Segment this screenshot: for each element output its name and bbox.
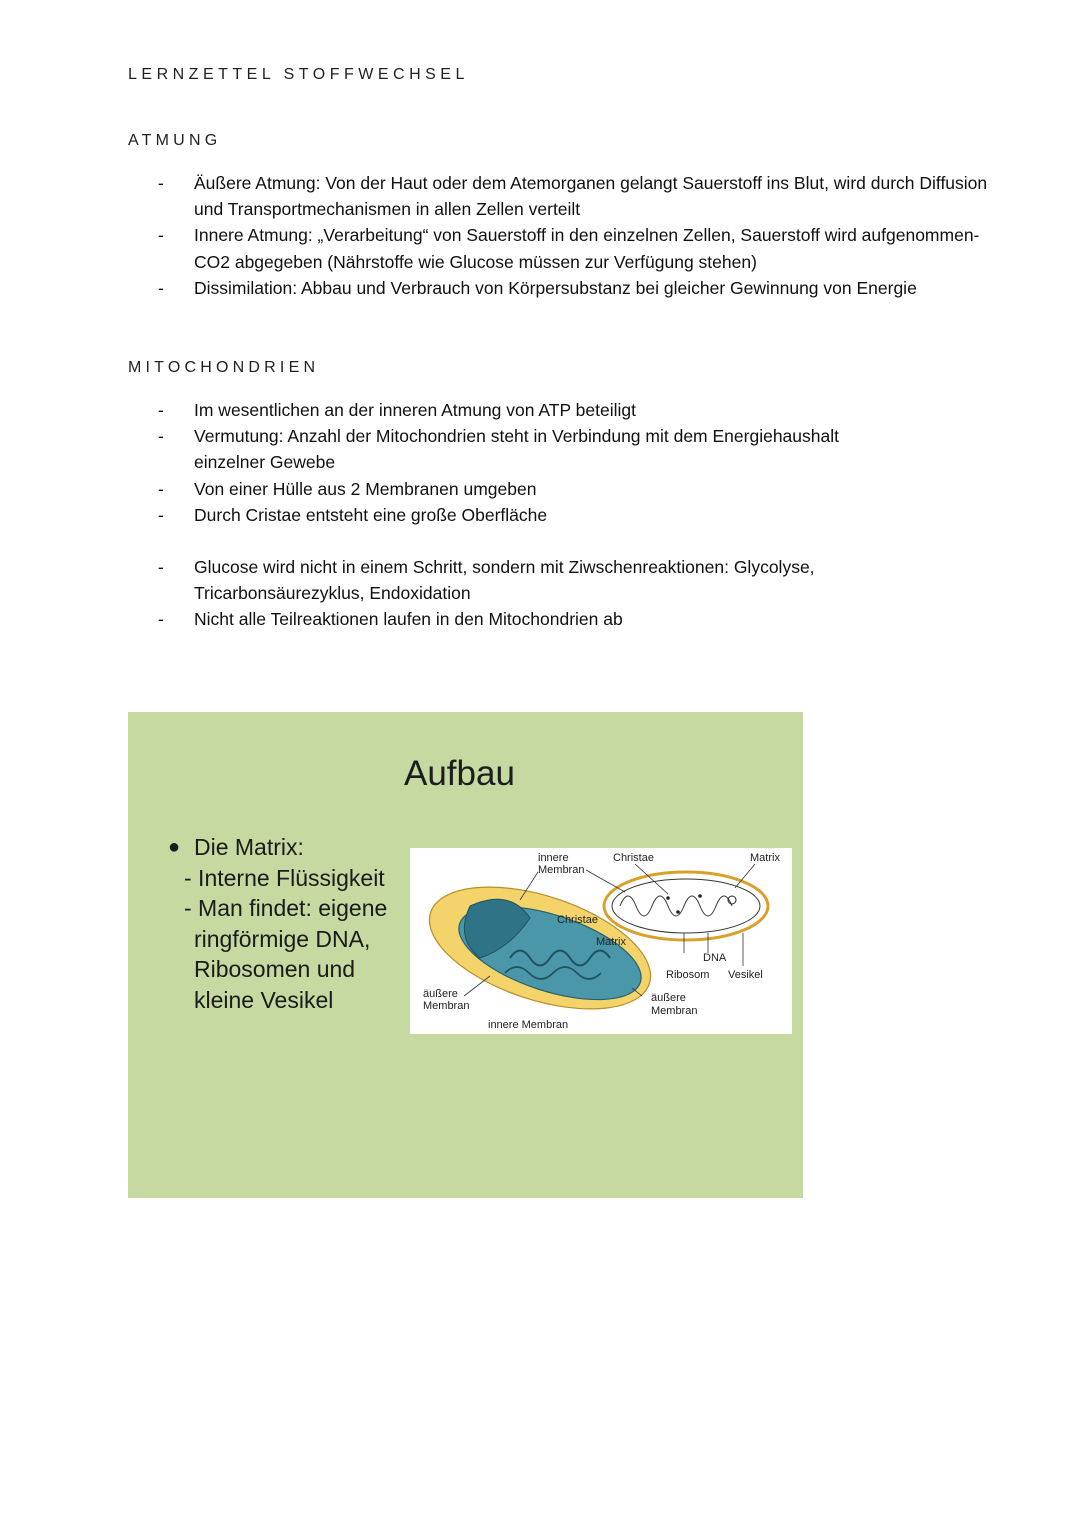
slide-cont-2: Ribosomen und bbox=[194, 956, 356, 982]
section-heading-mitochondrien: MITOCHONDRIEN bbox=[128, 359, 320, 376]
slide-bullet: ● Die Matrix: bbox=[164, 832, 387, 863]
list-gap bbox=[128, 528, 888, 554]
ribosome-dot bbox=[676, 910, 680, 914]
list-item: - Im wesentlichen an der inneren Atmung von ATP beteiligt bbox=[158, 400, 636, 420]
list-item: - Nicht alle Teilreaktionen laufen in den Mitochondrien ab bbox=[158, 609, 623, 630]
slide-sub-1: - Interne Flüssigkeit bbox=[184, 864, 385, 891]
label-innere-1: innere bbox=[538, 852, 569, 864]
list-item: - Durch Cristae entsteht eine große Oberfläche bbox=[158, 504, 548, 525]
mitochondrion-diagram bbox=[410, 848, 792, 1034]
section-heading-atmung: ATMUNG bbox=[128, 132, 222, 149]
list-item: - Von einer Hülle aus 2 Membranen umgeben bbox=[158, 478, 537, 499]
list-item: - Innere Atmung: „Verarbeitung“ von Sauerstoff in den einzelnen Zellen, Sauerstoff wird aufgenommen- CO2 abgegeben (Nährstoffe wie Glucose müssen zur Verfügung stehen) bbox=[158, 225, 980, 272]
list-item: - Glucose wird nicht in einem Schritt, sondern mit Ziwschenreaktionen: Glycolyse, Tricarbonsäurezyklus, Endoxidation bbox=[158, 557, 815, 604]
label-innere-2: Membran bbox=[538, 864, 585, 876]
label-christae-top: Christae bbox=[613, 852, 654, 864]
label-dna: DNA bbox=[703, 952, 727, 964]
list-item: - Äußere Atmung: Von der Haut oder dem Atemorganen gelangt Sauerstoff ins Blut, wird durch Diffusion und Transportmechanismen in allen Zellen verteilt bbox=[158, 173, 988, 220]
aufbau-slide bbox=[128, 712, 803, 1198]
list-item: - Dissimilation: Abbau und Verbrauch von Körpersubstanz bei gleicher Gewinnung von Energie bbox=[158, 277, 917, 298]
label-aeussere-left-1: äußere bbox=[423, 988, 458, 1000]
label-matrix-mid: Matrix bbox=[596, 936, 626, 948]
slide-title: Aufbau bbox=[404, 754, 515, 793]
slide-sub-2: - Man findet: eigene bbox=[184, 895, 388, 921]
ribosome-dot bbox=[698, 894, 702, 898]
label-innere-bottom: innere Membran bbox=[488, 1019, 569, 1031]
atmung-list bbox=[128, 170, 988, 301]
pointer-line bbox=[464, 976, 490, 996]
label-matrix-top: Matrix bbox=[750, 852, 780, 864]
label-christae-mid: Christae bbox=[557, 914, 598, 926]
slide-cont-1: ringförmige DNA, bbox=[194, 925, 371, 952]
slide-text bbox=[164, 832, 387, 1015]
section-inner-membrane bbox=[612, 879, 760, 933]
label-ribosom: Ribosom bbox=[666, 969, 710, 981]
ribosome-dot bbox=[666, 896, 670, 900]
label-aeussere-left-2: Membran bbox=[423, 1000, 470, 1012]
label-aeussere-right-2: Membran bbox=[651, 1005, 698, 1017]
bullet-dot-icon: ● bbox=[168, 836, 181, 858]
label-vesikel: Vesikel bbox=[728, 969, 763, 981]
pointer-line bbox=[586, 870, 625, 892]
label-aeussere-right-1: äußere bbox=[651, 992, 686, 1004]
page-title: LERNZETTEL STOFFWECHSEL bbox=[128, 66, 469, 83]
list-item: - Vermutung: Anzahl der Mitochondrien steht in Verbindung mit dem Energiehaushalt einzelner Gewebe bbox=[158, 426, 839, 473]
mitochondrien-list bbox=[128, 397, 888, 633]
slide-cont-3: kleine Vesikel bbox=[194, 986, 334, 1013]
